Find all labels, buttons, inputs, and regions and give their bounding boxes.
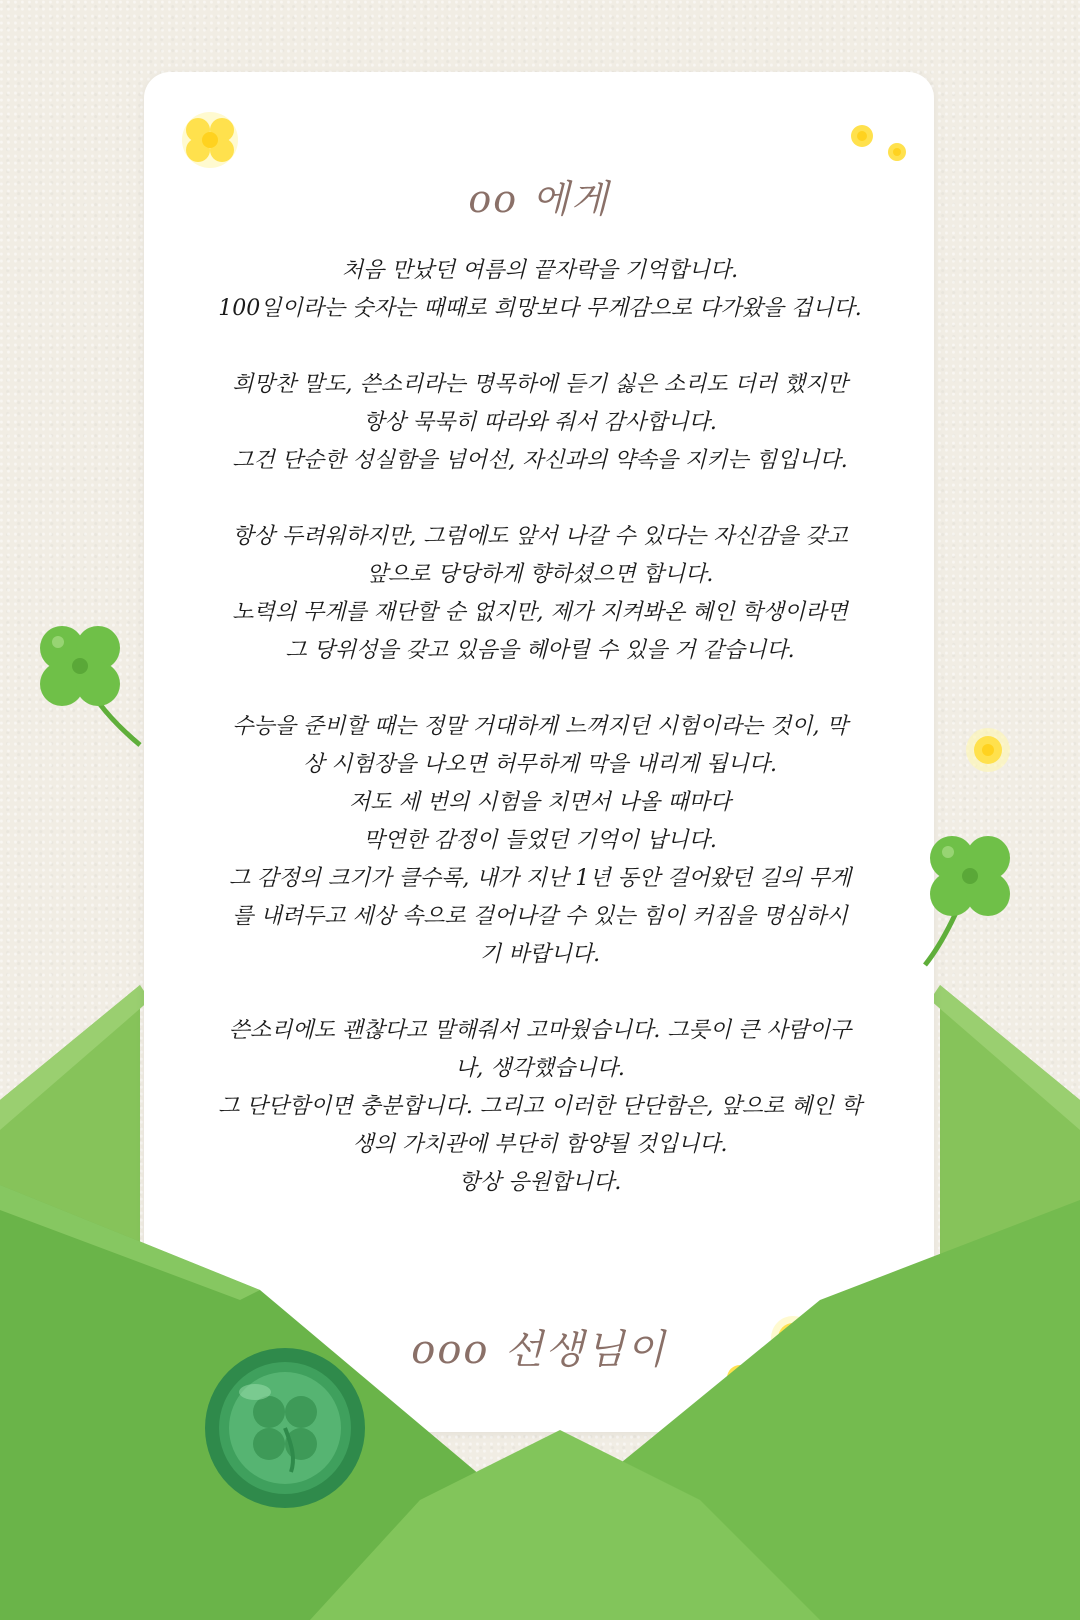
letter-line: 저도 세 번의 시험을 치면서 나올 때마다 [349,790,731,815]
letter-line: 희망찬 말도, 쓴소리라는 명목하에 듣기 싫은 소리도 더러 했지만 [232,372,848,397]
letter-line: 를 내려두고 세상 속으로 걸어나갈 수 있는 힘이 커짐을 명심하시 [232,904,848,929]
signature: ooo 선생님이 [411,1327,667,1373]
letter-line: 수능을 준비할 때는 정말 거대하게 느껴지던 시험이라는 것이, 막 [232,714,848,739]
letter-line: 그 당위성을 갖고 있음을 헤아릴 수 있을 거 같습니다. [285,638,795,663]
letter-body [170,252,910,1202]
letter-line: 노력의 무게를 재단할 순 없지만, 제가 지켜봐온 혜인 학생이라면 [232,600,848,625]
paragraph-gap [170,480,910,518]
letter-line: 막연한 감정이 들었던 기억이 납니다. [363,828,717,853]
letter-line: 항상 응원합니다. [458,1170,622,1195]
letter-line: 항상 묵묵히 따라와 줘서 감사합니다. [363,410,717,435]
greeting-title: oo 에게 [468,177,610,221]
letter-line: 그건 단순한 성실함을 넘어선, 자신과의 약속을 지키는 힘입니다. [232,448,848,473]
letter-line: 그 감정의 크기가 클수록, 내가 지난 1년 동안 걸어왔던 길의 무게 [228,866,852,891]
letter-line: 쓴소리에도 괜찮다고 말해줘서 고마웠습니다. 그릇이 큰 사람이구 [228,1018,852,1043]
paragraph-gap [170,328,910,366]
letter-line: 상 시험장을 나오면 허무하게 막을 내리게 됩니다. [303,752,777,777]
letter-line: 처음 만났던 여름의 끝자락을 기억합니다. [341,258,739,283]
letter-line: 앞으로 당당하게 향하셨으면 합니다. [366,562,714,587]
letter-line: 기 바랍니다. [479,942,601,967]
paragraph-gap [170,670,910,708]
letter-line: 그 단단함이면 충분합니다. 그리고 이러한 단단함은, 앞으로 혜인 학 [218,1094,862,1119]
letter-line: 생의 가치관에 부단히 함양될 것입니다. [352,1132,728,1157]
letter-line: 나, 생각했습니다. [455,1056,625,1081]
letter-line: 100일이라는 숫자는 때때로 희망보다 무게감으로 다가왔을 겁니다. [218,296,862,321]
paragraph-gap [170,974,910,1012]
letter-line: 항상 두려워하지만, 그럼에도 앞서 나갈 수 있다는 자신감을 갖고 [232,524,848,549]
